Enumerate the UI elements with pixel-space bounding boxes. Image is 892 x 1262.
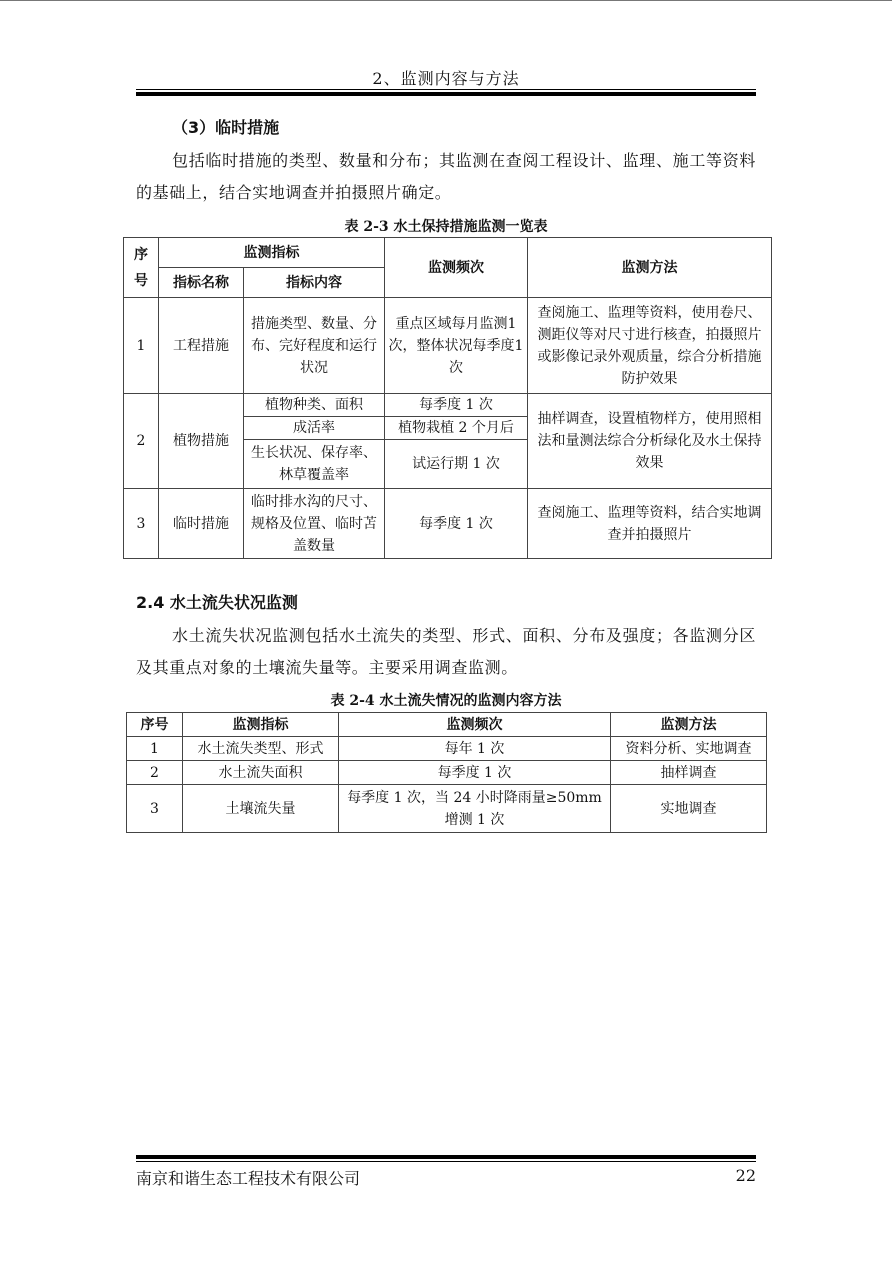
table-row	[124, 489, 772, 559]
row-name: 植物措施	[159, 394, 244, 489]
table-row	[127, 761, 767, 785]
row-content: 临时排水沟的尺寸、规格及位置、临时苫盖数量	[244, 489, 385, 559]
section-paragraph: 水土流失状况监测包括水土流失的类型、形式、面积、分布及强度；各监测分区及其重点对象的土壤流失量等。主要采用调查监测。	[136, 626, 756, 677]
table-row	[124, 298, 772, 394]
row-method: 资料分析、实地调查	[611, 737, 767, 761]
row-name: 工程措施	[159, 298, 244, 394]
table-row	[127, 785, 767, 833]
row-seq: 1	[124, 298, 159, 394]
table-2-4-caption: 表 2-4 水土流失情况的监测内容方法	[330, 693, 562, 709]
header-indicator: 监测指标	[183, 713, 339, 737]
row-seq: 3	[127, 785, 183, 833]
header-indicator: 监测指标	[159, 238, 385, 268]
row-seq: 3	[124, 489, 159, 559]
page-top-border	[0, 0, 892, 1]
subsection-heading: （3）临时措施	[172, 118, 280, 137]
header-content: 指标内容	[244, 268, 385, 298]
header-frequency: 监测频次	[339, 713, 611, 737]
row-frequency: 植物栽植 2 个月后	[385, 417, 528, 440]
footer-company: 南京和谐生态工程技术有限公司	[136, 1169, 361, 1188]
header-method: 监测方法	[611, 713, 767, 737]
row-content: 措施类型、数量、分布、完好程度和运行状况	[244, 298, 385, 394]
subsection-paragraph: 包括临时措施的类型、数量和分布；其监测在查阅工程设计、监理、施工等资料的基础上，结合实地调查并拍摄照片确定。	[136, 151, 756, 202]
row-name: 临时措施	[159, 489, 244, 559]
row-frequency: 每年 1 次	[339, 737, 611, 761]
row-indicator: 水土流失面积	[183, 761, 339, 785]
row-frequency: 每季度 1 次	[339, 761, 611, 785]
row-method: 查阅施工、监理等资料，使用卷尺、测距仪等对尺寸进行核查，拍摄照片或影像记录外观质量，综合分析措施防护效果	[528, 298, 772, 394]
table-row	[124, 394, 772, 417]
header-seq: 序号	[124, 238, 159, 298]
row-content: 生长状况、保存率、林草覆盖率	[244, 440, 385, 489]
footer-rule-thick	[136, 1155, 756, 1159]
header-method: 监测方法	[528, 238, 772, 298]
table-2-3-caption: 表 2-3 水土保持措施监测一览表	[344, 219, 548, 235]
header-frequency: 监测频次	[385, 238, 528, 298]
section-heading: 2.4 水土流失状况监测	[136, 593, 298, 612]
table-2-4	[126, 712, 767, 833]
row-seq: 1	[127, 737, 183, 761]
row-frequency: 每季度 1 次	[385, 489, 528, 559]
row-frequency: 重点区域每月监测1次，整体状况每季度1次	[385, 298, 528, 394]
header-name: 指标名称	[159, 268, 244, 298]
row-method: 实地调查	[611, 785, 767, 833]
row-method: 查阅施工、监理等资料，结合实地调查并拍摄照片	[528, 489, 772, 559]
header-rule-thin	[136, 89, 756, 90]
page-number: 22	[735, 1166, 756, 1185]
row-seq: 2	[127, 761, 183, 785]
row-frequency: 每季度 1 次，当 24 小时降雨量≥50mm 增测 1 次	[339, 785, 611, 833]
footer-rule-thin	[136, 1161, 756, 1162]
header-seq: 序号	[127, 713, 183, 737]
row-indicator: 土壤流失量	[183, 785, 339, 833]
row-method: 抽样调查，设置植物样方，使用照相法和量测法综合分析绿化及水土保持效果	[528, 394, 772, 489]
row-frequency: 每季度 1 次	[385, 394, 528, 417]
row-seq: 2	[124, 394, 159, 489]
table-row	[127, 737, 767, 761]
row-content: 成活率	[244, 417, 385, 440]
header-rule-thick	[136, 92, 756, 96]
running-header: 2、监测内容与方法	[372, 69, 520, 88]
table-2-3	[123, 237, 772, 559]
row-frequency: 试运行期 1 次	[385, 440, 528, 489]
row-method: 抽样调查	[611, 761, 767, 785]
row-indicator: 水土流失类型、形式	[183, 737, 339, 761]
row-content: 植物种类、面积	[244, 394, 385, 417]
